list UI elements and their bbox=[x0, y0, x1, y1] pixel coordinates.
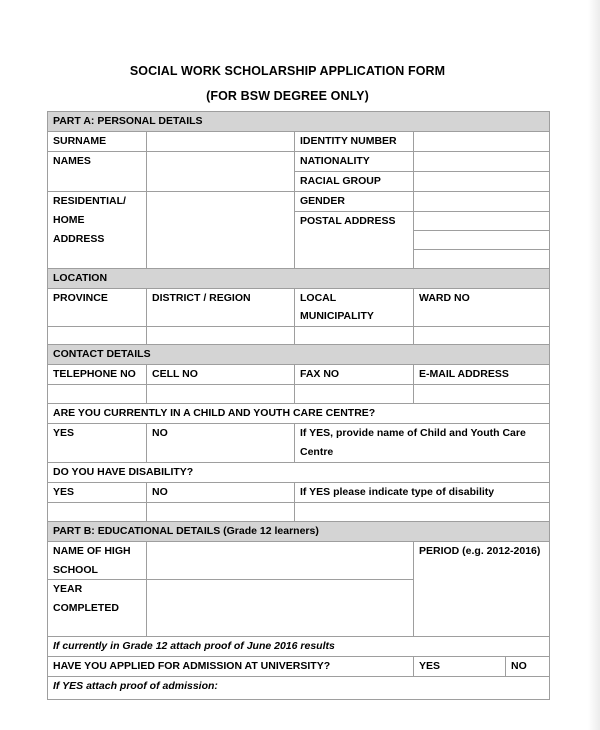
care-centre-no-option[interactable]: NO bbox=[147, 424, 295, 463]
postal-address-label: POSTAL ADDRESS bbox=[300, 214, 396, 227]
nationality-field[interactable] bbox=[414, 151, 550, 171]
fax-no-field[interactable] bbox=[295, 385, 414, 404]
contact-details-header: CONTACT DETAILS bbox=[48, 345, 550, 365]
identity-number-label: IDENTITY NUMBER bbox=[295, 132, 414, 152]
admission-yes-option[interactable]: YES bbox=[414, 657, 506, 677]
disability-no-option[interactable]: NO bbox=[147, 482, 295, 502]
care-centre-yes-option[interactable]: YES bbox=[48, 424, 147, 463]
care-centre-if-yes-line2: Centre bbox=[300, 445, 334, 458]
care-centre-name-field[interactable] bbox=[295, 424, 550, 463]
email-label: E-MAIL ADDRESS bbox=[414, 365, 550, 385]
nationality-label: NATIONALITY bbox=[295, 151, 414, 171]
email-field[interactable] bbox=[414, 385, 550, 404]
surname-label: SURNAME bbox=[48, 132, 147, 152]
local-municipality-line1: LOCAL bbox=[300, 291, 337, 304]
fax-no-label: FAX NO bbox=[295, 365, 414, 385]
application-form-table bbox=[47, 111, 550, 700]
telephone-field[interactable] bbox=[48, 385, 147, 404]
cell-no-label: CELL NO bbox=[147, 365, 295, 385]
postal-address-line-3[interactable] bbox=[414, 249, 550, 268]
year-completed-label bbox=[48, 580, 147, 637]
disability-type-field[interactable]: If YES please indicate type of disability bbox=[295, 482, 550, 502]
disability-blank-2 bbox=[147, 502, 295, 521]
proof-of-admission-field[interactable]: If YES attach proof of admission: bbox=[48, 677, 550, 700]
admission-question: HAVE YOU APPLIED FOR ADMISSION AT UNIVERSITY? bbox=[48, 657, 414, 677]
disability-blank-1 bbox=[48, 502, 147, 521]
district-field[interactable] bbox=[147, 327, 295, 345]
local-municipality-field[interactable] bbox=[295, 327, 414, 345]
province-field[interactable] bbox=[48, 327, 147, 345]
high-school-field[interactable] bbox=[147, 541, 414, 580]
residential-address-field[interactable] bbox=[147, 191, 295, 268]
part-b-header: PART B: EDUCATIONAL DETAILS (Grade 12 learners) bbox=[48, 521, 550, 541]
identity-number-field[interactable] bbox=[414, 132, 550, 152]
high-school-label bbox=[48, 541, 147, 580]
admission-no-option[interactable]: NO bbox=[506, 657, 550, 677]
form-subtitle: (FOR BSW DEGREE ONLY) bbox=[206, 89, 369, 103]
form-title: SOCIAL WORK SCHOLARSHIP APPLICATION FORM bbox=[129, 64, 446, 78]
residential-label-line1: RESIDENTIAL/ bbox=[53, 194, 126, 207]
telephone-label: TELEPHONE NO bbox=[48, 365, 147, 385]
local-municipality-label bbox=[295, 288, 414, 327]
gender-field[interactable] bbox=[414, 191, 550, 211]
care-centre-question: ARE YOU CURRENTLY IN A CHILD AND YOUTH CARE CENTRE? bbox=[48, 404, 550, 424]
names-field[interactable] bbox=[147, 151, 295, 191]
part-a-header: PART A: PERSONAL DETAILS bbox=[48, 112, 550, 132]
gender-label: GENDER bbox=[295, 191, 414, 211]
residential-label-line3: ADDRESS bbox=[53, 232, 105, 245]
disability-yes-option[interactable]: YES bbox=[48, 482, 147, 502]
ward-no-field[interactable] bbox=[414, 327, 550, 345]
residential-label-line2: HOME bbox=[53, 213, 85, 226]
year-completed-line1: YEAR bbox=[53, 583, 83, 596]
local-municipality-line2: MUNICIPALITY bbox=[300, 310, 374, 323]
postal-address-cell[interactable] bbox=[295, 211, 414, 268]
care-centre-if-yes-line1: If YES, provide name of Child and Youth Care bbox=[300, 427, 526, 440]
disability-type-input[interactable] bbox=[295, 502, 550, 521]
racial-group-field[interactable] bbox=[414, 171, 550, 191]
surname-field[interactable] bbox=[147, 132, 295, 152]
postal-address-line-2[interactable] bbox=[414, 230, 550, 249]
year-completed-field[interactable] bbox=[147, 580, 414, 637]
ward-no-label: WARD NO bbox=[414, 288, 550, 327]
district-label: DISTRICT / REGION bbox=[147, 288, 295, 327]
page-edge bbox=[588, 0, 600, 730]
cell-no-field[interactable] bbox=[147, 385, 295, 404]
racial-group-label: RACIAL GROUP bbox=[295, 171, 414, 191]
disability-question: DO YOU HAVE DISABILITY? bbox=[48, 462, 550, 482]
province-label: PROVINCE bbox=[48, 288, 147, 327]
names-label: NAMES bbox=[48, 151, 147, 191]
postal-address-line-1[interactable] bbox=[414, 211, 550, 230]
grade-12-note: If currently in Grade 12 attach proof of June 2016 results bbox=[48, 637, 550, 657]
year-completed-line2: COMPLETED bbox=[53, 602, 119, 615]
location-header: LOCATION bbox=[48, 268, 550, 288]
period-field[interactable]: PERIOD (e.g. 2012-2016) bbox=[414, 541, 550, 637]
residential-address-label bbox=[48, 191, 147, 268]
high-school-line1: NAME OF HIGH bbox=[53, 544, 131, 557]
high-school-line2: SCHOOL bbox=[53, 563, 98, 576]
